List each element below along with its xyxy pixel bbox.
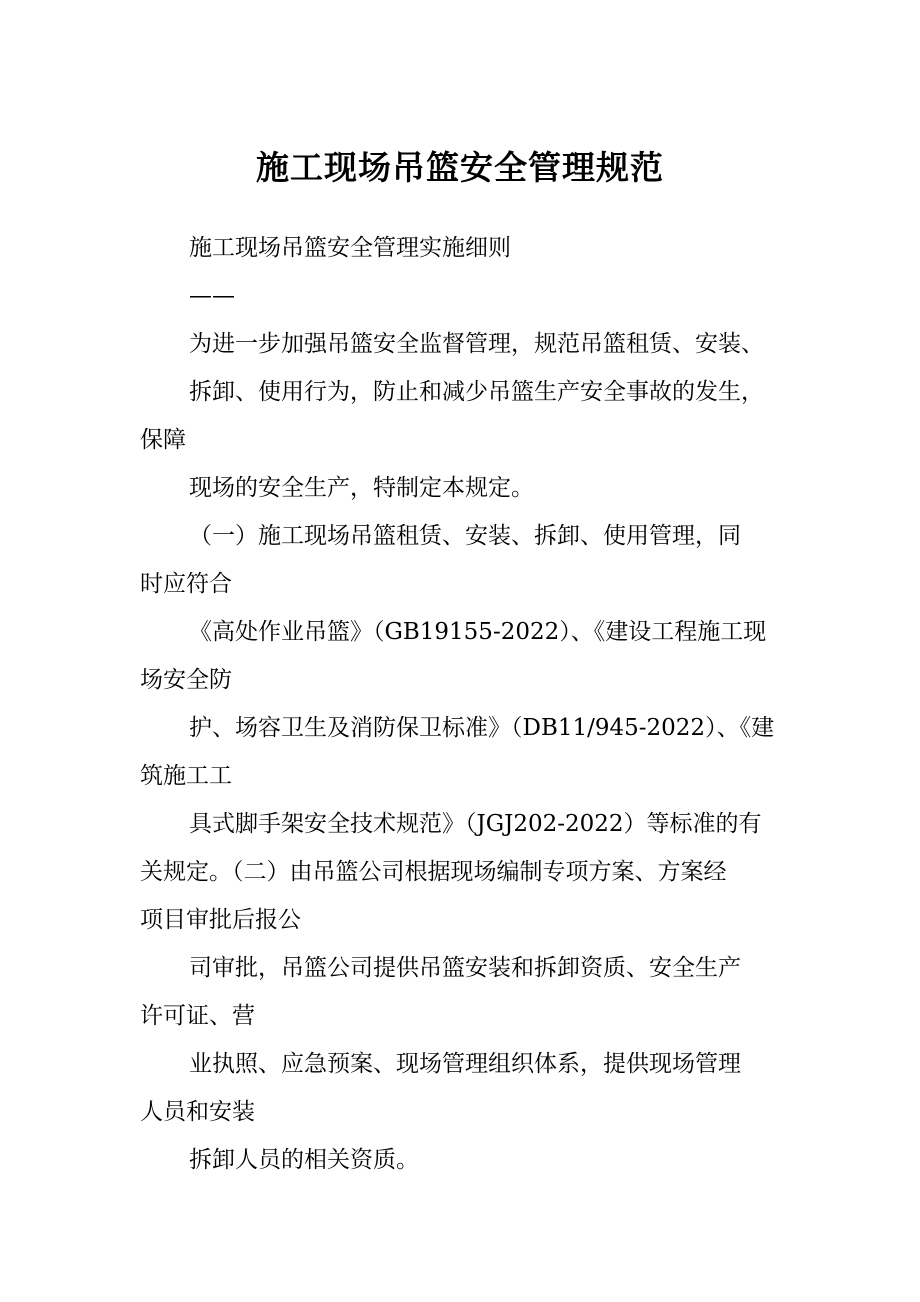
document-title: 施工现场吊篮安全管理规范: [256, 148, 664, 187]
text-line: ——: [189, 283, 235, 309]
text-line: 护、场容卫生及消防保卫标准》（DB11/945-2022）、《建: [189, 715, 775, 741]
text-line: 拆卸、使用行为，防止和减少吊篮生产安全事故的发生，: [189, 379, 764, 405]
text-line: 为进一步加强吊篮安全监督管理，规范吊篮租赁、安装、: [189, 331, 764, 357]
text-line: 保障: [140, 427, 186, 453]
text-line: 施工现场吊篮安全管理实施细则: [189, 235, 511, 261]
text-line: 项目审批后报公: [140, 907, 301, 933]
text-line: 具式脚手架安全技术规范》（JGJ202-2022）等标准的有: [189, 811, 762, 837]
text-line: 许可证、营: [140, 1003, 255, 1029]
text-line: 筑施工工: [140, 763, 232, 789]
text-line: 《高处作业吊篮》（GB19155-2022）、《建设工程施工现: [189, 619, 767, 645]
text-line: （一）施工现场吊篮租赁、安装、拆卸、使用管理，同: [189, 523, 741, 549]
text-line: 场安全防: [140, 667, 232, 693]
text-line: 时应符合: [140, 571, 232, 597]
text-line: 拆卸人员的相关资质。: [189, 1147, 419, 1173]
text-line: 人员和安装: [140, 1099, 255, 1125]
text-line: 现场的安全生产，特制定本规定。: [189, 475, 534, 501]
document-body: [140, 224, 785, 1184]
text-line: 业执照、应急预案、现场管理组织体系，提供现场管理: [189, 1051, 741, 1077]
text-line: 关规定。（二）由吊篮公司根据现场编制专项方案、方案经: [140, 859, 727, 885]
text-line: 司审批，吊篮公司提供吊篮安装和拆卸资质、安全生产: [189, 955, 741, 981]
